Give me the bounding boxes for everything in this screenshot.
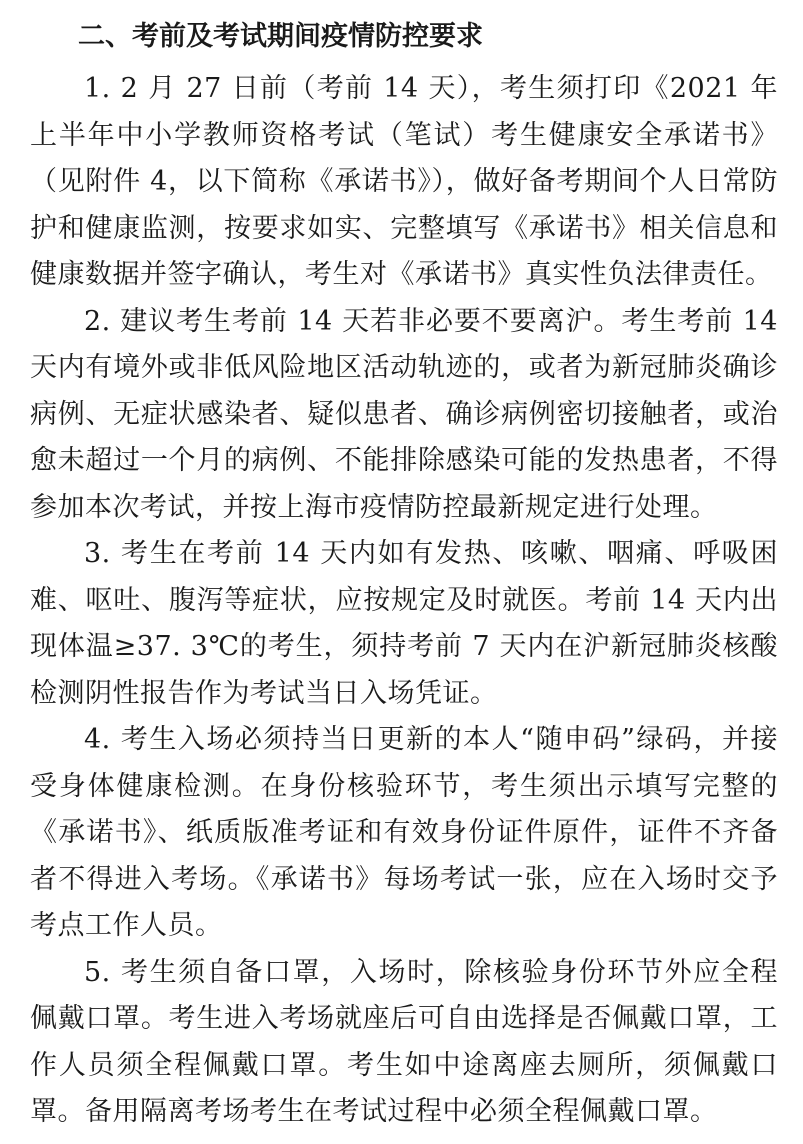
paragraph-3: 3. 考生在考前 14 天内如有发热、咳嗽、咽痛、呼吸困难、呕吐、腹泻等症状，应按规定及时就医。考前 14 天内出现体温≥37. 3℃的考生，须持考前 7 天内在沪新冠肺炎核酸检测阴性报告作为考试当日入场凭证。: [30, 538, 778, 709]
section-heading: 二、考前及考试期间疫情防控要求: [78, 21, 483, 52]
paragraph-2: 2. 建议考生考前 14 天若非必要不要离沪。考生考前 14 天内有境外或非低风险地区活动轨迹的，或者为新冠肺炎确诊病例、无症状感染者、疑似患者、确诊病例密切接触者，或治愈未超过一个月的病例、不能排除感染可能的发热患者，不得参加本次考试，并按上海市疫情防控最新规定进行处理。: [30, 305, 778, 523]
paragraph-4: 4. 考生入场必须持当日更新的本人“随申码”绿码，并接受身体健康检测。在身份核验环节，考生须出示填写完整的《承诺书》、纸质版准考证和有效身份证件原件，证件不齐备者不得进入考场。《承诺书》每场考试一张，应在入场时交予考点工作人员。: [30, 724, 778, 941]
document-page: [30, 8, 778, 1136]
paragraph-1: 1. 2 月 27 日前（考前 14 天），考生须打印《2021 年上半年中小学教师资格考试（笔试）考生健康安全承诺书》（见附件 4，以下简称《承诺书》），做好备考期间个人日常防护和健康监测，按要求如实、完整填写《承诺书》相关信息和健康数据并签字确认，考生对《承诺书》真实性负法律责任。: [30, 73, 778, 290]
paragraph-5: 5. 考生须自备口罩，入场时，除核验身份环节外应全程佩戴口罩。考生进入考场就座后可自由选择是否佩戴口罩，工作人员须全程佩戴口罩。考生如中途离座去厕所，须佩戴口罩。备用隔离考场考生在考试过程中必须全程佩戴口罩。: [30, 956, 778, 1127]
